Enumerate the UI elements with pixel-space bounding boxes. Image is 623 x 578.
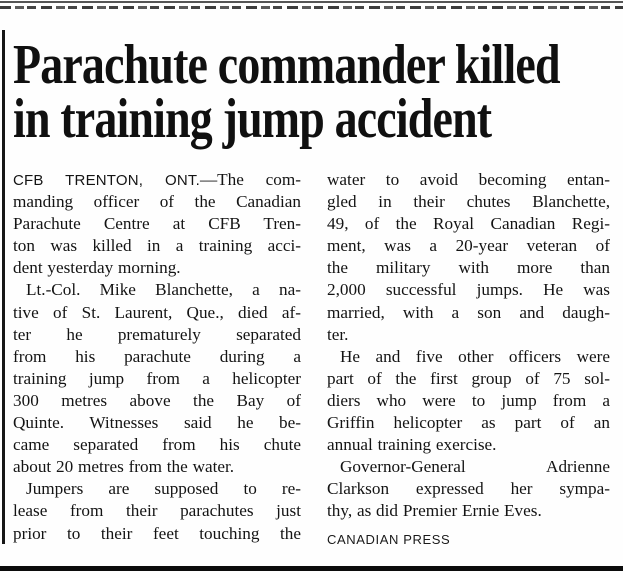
article-line: 2,000 successful jumps. He was [327,280,610,300]
article-line: ment, was a 20-year veteran of [327,236,610,256]
article-line-text: —The com- [199,170,301,189]
bottom-rule [0,566,623,571]
headline [13,34,560,150]
article-line: gled in their chutes Blanchette, [327,192,610,212]
article-column-right [327,169,610,551]
article-line: 49, of the Royal Canadian Regi- [327,214,610,234]
article-line: Clarkson expressed her sympa- [327,479,610,499]
article-line: ter. [327,324,349,344]
article-line: ton was killed in a training acci- [13,236,301,256]
article-line: part of the first group of 75 sol- [327,368,610,388]
article-line: ter he prematurely separated [13,324,301,344]
article-column-left [13,169,301,551]
top-dashed-rule [0,6,623,9]
press-credit: CANADIAN PRESS [327,531,451,547]
headline-line-1: Parachute commander killed [13,34,560,96]
article-line: the military with more than [327,258,610,278]
article-line [13,169,301,191]
article-line: Griffin helicopter as part of an [327,413,610,433]
left-column-rule [2,30,5,544]
article-line: annual training exercise. [327,435,497,455]
article-line: Quinte. Witnesses said he be- [13,413,301,433]
article-line: Governor-General Adrienne [340,457,610,477]
article-line: training jump from a helicopter [13,368,301,388]
article-line: dent yesterday morning. [13,258,181,278]
article-line: 300 metres above the Bay of [13,390,301,410]
article-body [13,169,610,551]
article-line: from his parachute during a [13,346,301,366]
article-line: Parachute Centre at CFB Tren- [13,214,301,234]
article-line: lease from their parachutes just [13,501,301,521]
article-line: diers who were to jump from a [327,390,610,410]
article-line: manding officer of the Canadian [13,192,301,212]
article-line: prior to their feet touching the [13,523,301,543]
dateline: CFB TRENTON, ONT. [13,172,200,189]
article-line: He and five other officers were [340,346,610,366]
article-line: Lt.-Col. Mike Blanchette, a na- [26,280,301,300]
article-line: about 20 metres from the water. [13,457,235,477]
article-line: tive of St. Laurent, Que., died af- [13,302,301,322]
article-line: married, with a son and daugh- [327,302,610,322]
top-edge-rule [0,1,623,3]
headline-line-2: in training jump accident [13,88,492,150]
article-line: came separated from his chute [13,435,301,455]
article-line: water to avoid becoming entan- [327,170,610,189]
article-line: thy, as did Premier Ernie Eves. [327,501,542,521]
article-line: Jumpers are supposed to re- [26,479,301,499]
